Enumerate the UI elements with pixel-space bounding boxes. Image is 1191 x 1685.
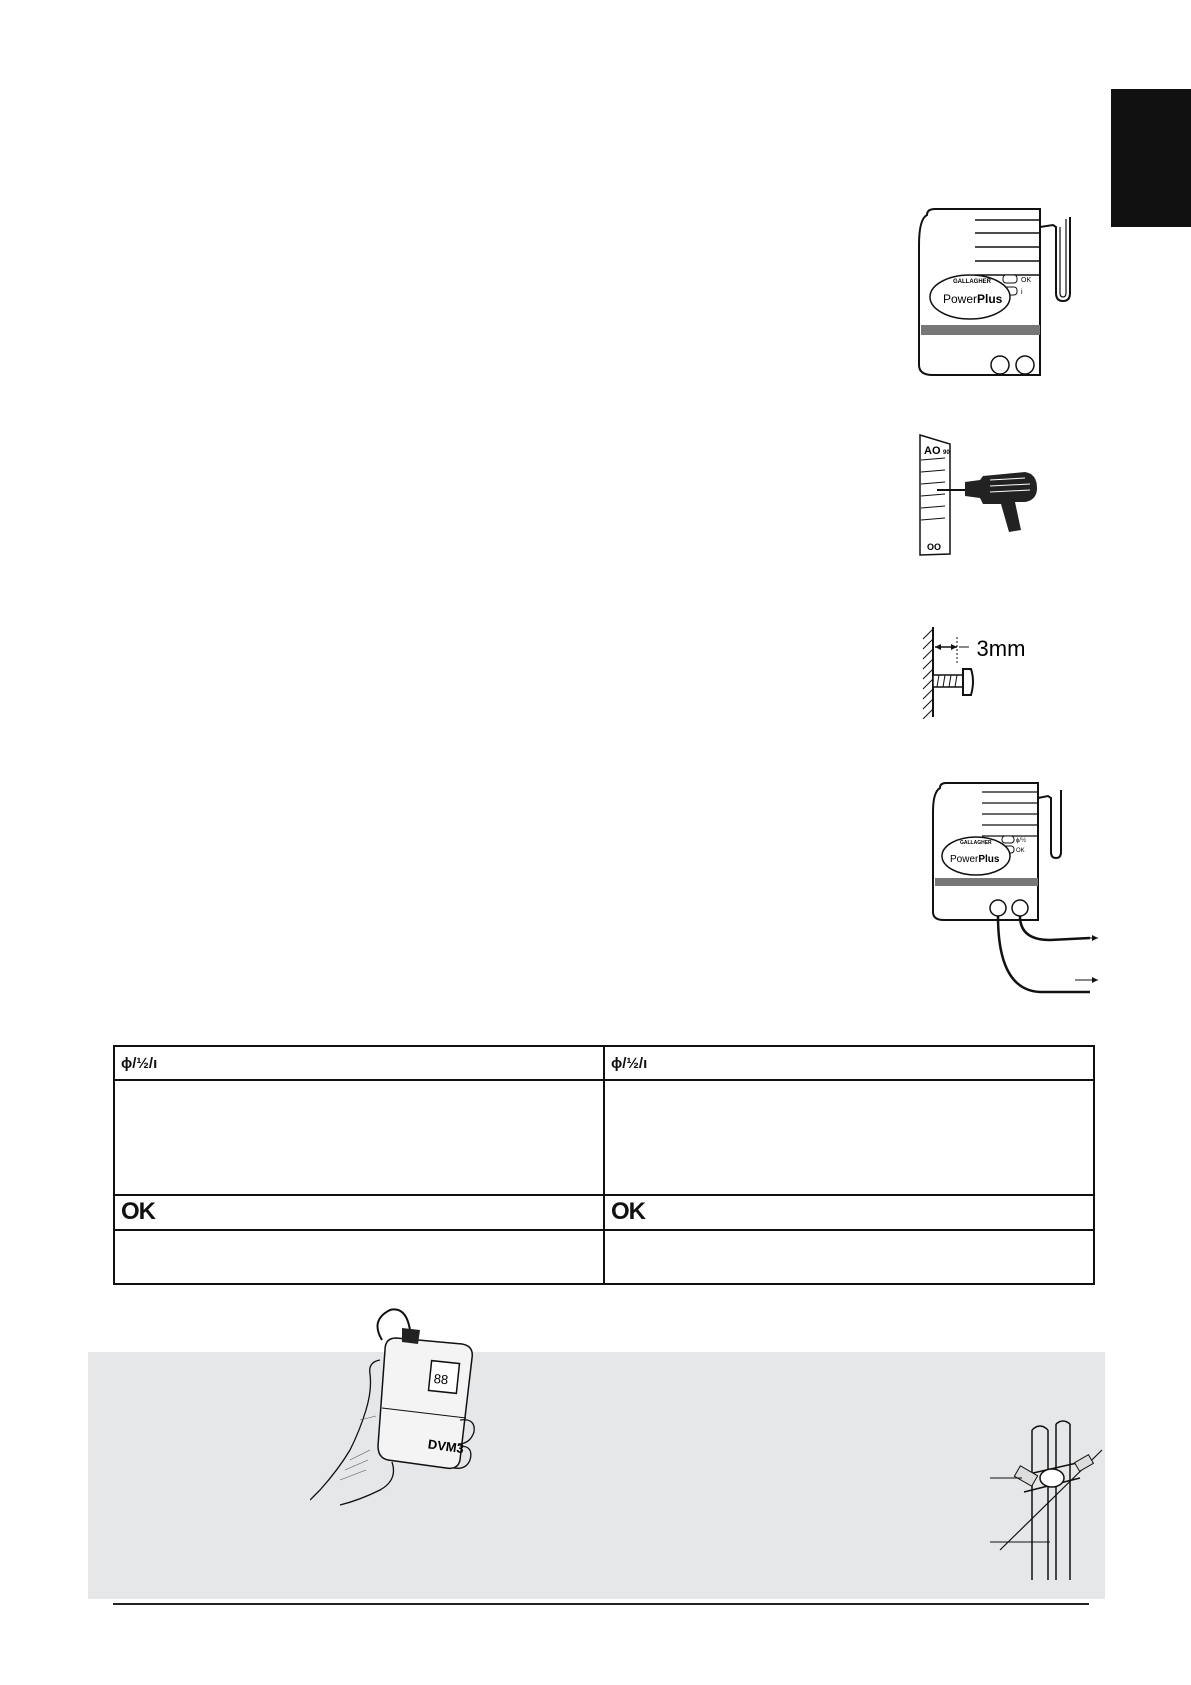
mode-header-left: ɸ/½/ı — [114, 1046, 604, 1080]
fence-post-illustration — [990, 1420, 1105, 1580]
energizer-leads-illustration — [930, 780, 1100, 1000]
gap-label: 3mm — [976, 636, 1026, 661]
drill-illustration — [915, 432, 1055, 557]
energizer-illustration — [915, 205, 1085, 385]
mode-body-right — [604, 1080, 1094, 1195]
template-top-label: AO — [924, 445, 941, 457]
ok-indicator-label: OK — [1021, 277, 1032, 284]
screw-gap-illustration — [915, 623, 1055, 719]
tester-display: 88 — [433, 1370, 449, 1388]
mode-header-right: ɸ/½/ı — [604, 1046, 1094, 1080]
template-bottom-label: OO — [927, 542, 942, 552]
footer-rule — [113, 1603, 1089, 1605]
model-label: PowerPlus — [943, 292, 1003, 306]
indicator-table — [113, 1045, 1095, 1285]
brand-label: GALLAGHER — [953, 279, 991, 285]
ok-header-left: OK — [114, 1195, 604, 1229]
note-band — [88, 1352, 1105, 1599]
ok-indicator-label-2: OK — [1016, 848, 1025, 854]
ok-header-right: OK — [604, 1195, 1094, 1229]
template-side-label: 90 — [943, 450, 950, 456]
mode-body-left — [114, 1080, 604, 1195]
ok-body-right — [604, 1230, 1094, 1284]
mode-indicator-label: ɸ/½ — [1016, 838, 1026, 844]
tester-label: DVM3 — [427, 1436, 465, 1457]
section-tab — [1111, 89, 1191, 227]
voltmeter-illustration — [310, 1300, 500, 1510]
model-label-2: PowerPlus — [950, 854, 1000, 865]
brand-label-2: GALLAGHER — [960, 840, 992, 846]
ok-body-left — [114, 1230, 604, 1284]
info-indicator-label: i — [1021, 289, 1023, 296]
